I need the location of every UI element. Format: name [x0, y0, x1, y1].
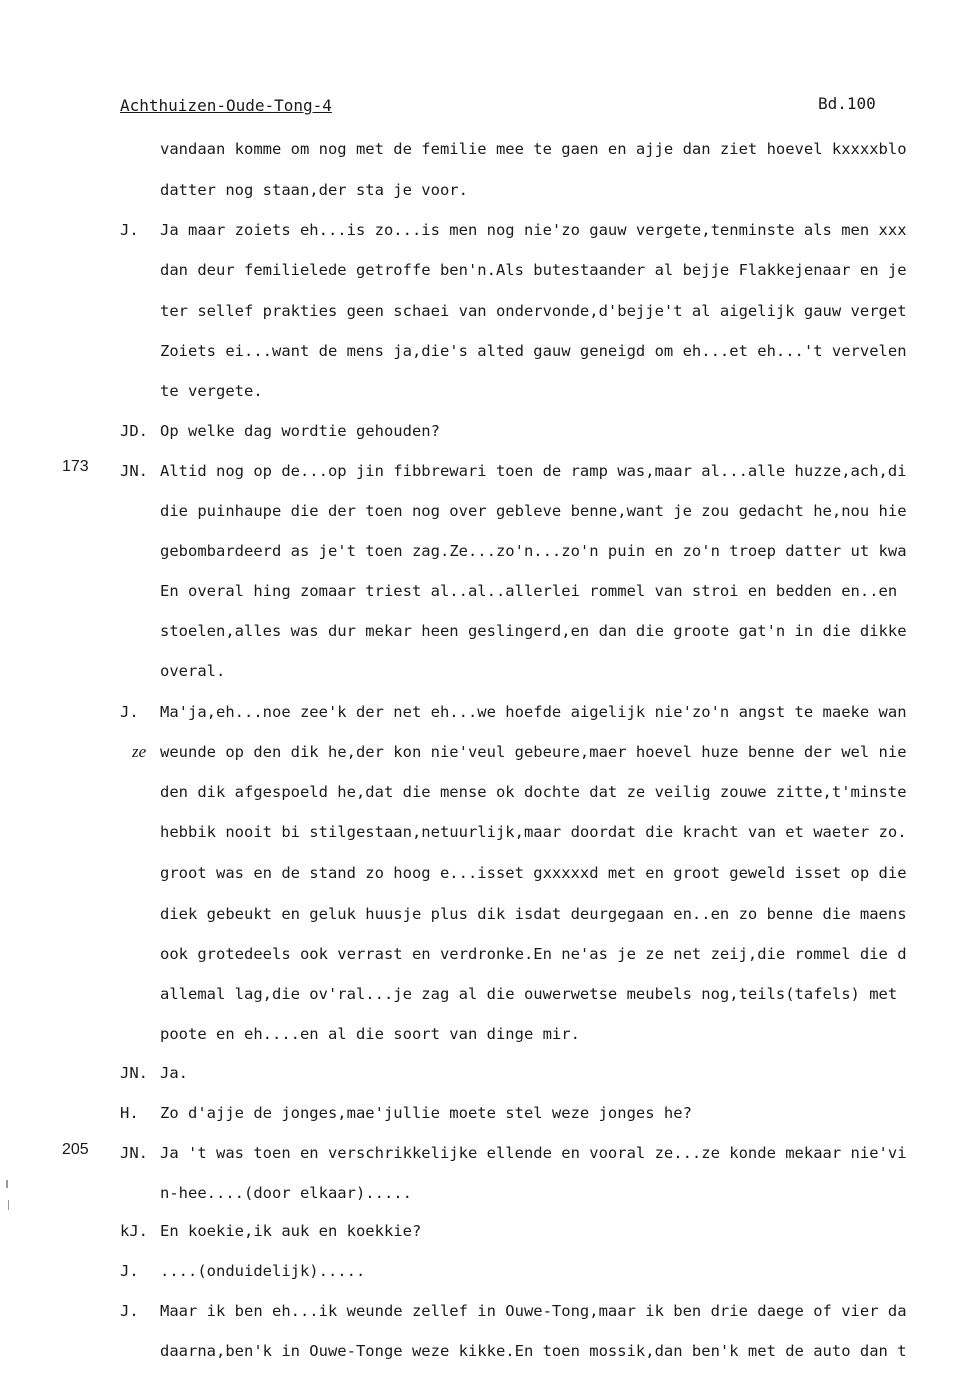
line-text: diek gebeukt en geluk huusje plus dik isdat deurgegaan en..en zo benne die maens — [160, 905, 907, 923]
line-text: den dik afgespoeld he,dat die mense ok dochte dat ze veilig zouwe zitte,t'minste — [160, 783, 907, 801]
line-text: En koekie,ik auk en koekkie? — [160, 1222, 422, 1240]
transcript-line — [0, 499, 966, 523]
speaker-label: JD. — [120, 422, 148, 440]
speaker-label: JN. — [120, 1144, 148, 1162]
transcript-line — [0, 299, 966, 323]
line-text: datter nog staan,der sta je voor. — [160, 181, 468, 199]
line-text: Zo d'ajje de jonges,mae'jullie moete stel weze jonges he? — [160, 1104, 692, 1122]
speaker-label: J. — [120, 1302, 139, 1320]
transcript-line — [0, 1219, 966, 1243]
line-text: gebombardeerd as je't toen zag.Ze...zo'n...zo'n puin en zo'n troep datter ut kwa — [160, 542, 907, 560]
line-text: poote en eh....en al die soort van dinge mir. — [160, 1025, 580, 1043]
line-text: ....(onduidelijk)..... — [160, 1262, 366, 1280]
transcript-line — [0, 178, 966, 202]
line-text: Op welke dag wordtie gehouden? — [160, 422, 440, 440]
line-text: Ja. — [160, 1064, 188, 1082]
transcript-line — [0, 942, 966, 966]
line-text: En overal hing zomaar triest al..al..allerlei rommel van stroi en bedden en..en — [160, 582, 898, 600]
page-number: Bd.100 — [818, 94, 876, 113]
margin-number-173: 173 — [62, 458, 89, 475]
line-text: te vergete. — [160, 382, 263, 400]
transcript-line — [0, 820, 966, 844]
transcript-line — [0, 1299, 966, 1323]
speaker-label: H. — [120, 1104, 139, 1122]
scan-speck — [6, 1180, 8, 1188]
line-text: dan deur femilielede getroffe ben'n.Als butestaander al bejje Flakkejenaar en je — [160, 261, 907, 279]
line-text: die puinhaupe die der toen nog over gebleve benne,want je zou gedacht he,nou hie — [160, 502, 907, 520]
transcript-line — [0, 539, 966, 563]
margin-number-205: 205 — [62, 1141, 89, 1158]
line-text: Ma'ja,eh...noe zee'k der net eh...we hoefde aigelijk nie'zo'n angst te maeke wan — [160, 703, 907, 721]
transcript-line — [0, 1022, 966, 1046]
line-text: vandaan komme om nog met de femilie mee te gaen en ajje dan ziet hoevel kxxxxblo — [160, 140, 907, 158]
transcript-line — [0, 579, 966, 603]
line-text: stoelen,alles was dur mekar heen geslingerd,en dan die groote gat'n in die dikke — [160, 622, 907, 640]
header-title: Achthuizen-Oude-Tong-4 — [120, 96, 332, 115]
transcript-line — [0, 137, 966, 161]
line-text: Ja maar zoiets eh...is zo...is men nog nie'zo gauw vergete,tenminste als men xxx — [160, 221, 907, 239]
transcript-line — [0, 659, 966, 683]
line-text: n-hee....(door elkaar)..... — [160, 1184, 412, 1202]
line-text: daarna,ben'k in Ouwe-Tonge weze kikke.En toen mossik,dan ben'k met de auto dan t — [160, 1342, 907, 1360]
transcript-line — [0, 1259, 966, 1283]
speaker-label: JN. — [120, 1064, 148, 1082]
transcript-line — [0, 982, 966, 1006]
line-text: ter sellef prakties geen schaei van ondervonde,d'bejje't al aigelijk gauw verget — [160, 302, 907, 320]
line-text: groot was en de stand zo hoog e...isset gxxxxxd met en groot geweld isset op die — [160, 864, 907, 882]
line-text: Maar ik ben eh...ik weunde zellef in Ouwe-Tong,maar ik ben drie daege of vier da — [160, 1302, 907, 1320]
speaker-label: J. — [120, 221, 139, 239]
line-text: Zoiets ei...want de mens ja,die's alted gauw geneigd om eh...et eh...'t vervelen — [160, 342, 907, 360]
transcript-line — [0, 339, 966, 363]
transcript-line — [0, 459, 966, 483]
transcript-line — [0, 861, 966, 885]
line-text: overal. — [160, 662, 226, 680]
line-text: hebbik nooit bi stilgestaan,netuurlijk,maar doordat die kracht van et waeter zo. — [160, 823, 907, 841]
transcript-line — [0, 1061, 966, 1085]
scan-speck — [8, 1200, 9, 1210]
transcript-line — [0, 780, 966, 804]
transcript-line — [0, 258, 966, 282]
transcript-line — [0, 902, 966, 926]
speaker-label: J. — [120, 1262, 139, 1280]
transcript-line — [0, 619, 966, 643]
transcript-line — [0, 419, 966, 443]
transcript-line — [0, 1141, 966, 1165]
speaker-label: kJ. — [120, 1222, 148, 1240]
transcript-line — [0, 1101, 966, 1125]
handwritten-note: ze — [132, 742, 147, 761]
line-text: weunde op den dik he,der kon nie'veul gebeure,maer hoevel huze benne der wel nie — [160, 743, 907, 761]
line-text: ook grotedeels ook verrast en verdronke.En ne'as je ze net zeij,die rommel die d — [160, 945, 907, 963]
line-text: allemal lag,die ov'ral...je zag al die ouwerwetse meubels nog,teils(tafels) met — [160, 985, 898, 1003]
line-text: Ja 't was toen en verschrikkelijke ellende en vooral ze...ze konde mekaar nie'vi — [160, 1144, 907, 1162]
speaker-label: J. — [120, 703, 139, 721]
transcript-line — [0, 740, 966, 764]
transcript-line — [0, 379, 966, 403]
transcript-line — [0, 1339, 966, 1363]
speaker-label: JN. — [120, 462, 148, 480]
transcript-line — [0, 700, 966, 724]
transcript-line — [0, 1181, 966, 1205]
line-text: Altid nog op de...op jin fibbrewari toen de ramp was,maar al...alle huzze,ach,di — [160, 462, 907, 480]
transcript-line — [0, 218, 966, 242]
